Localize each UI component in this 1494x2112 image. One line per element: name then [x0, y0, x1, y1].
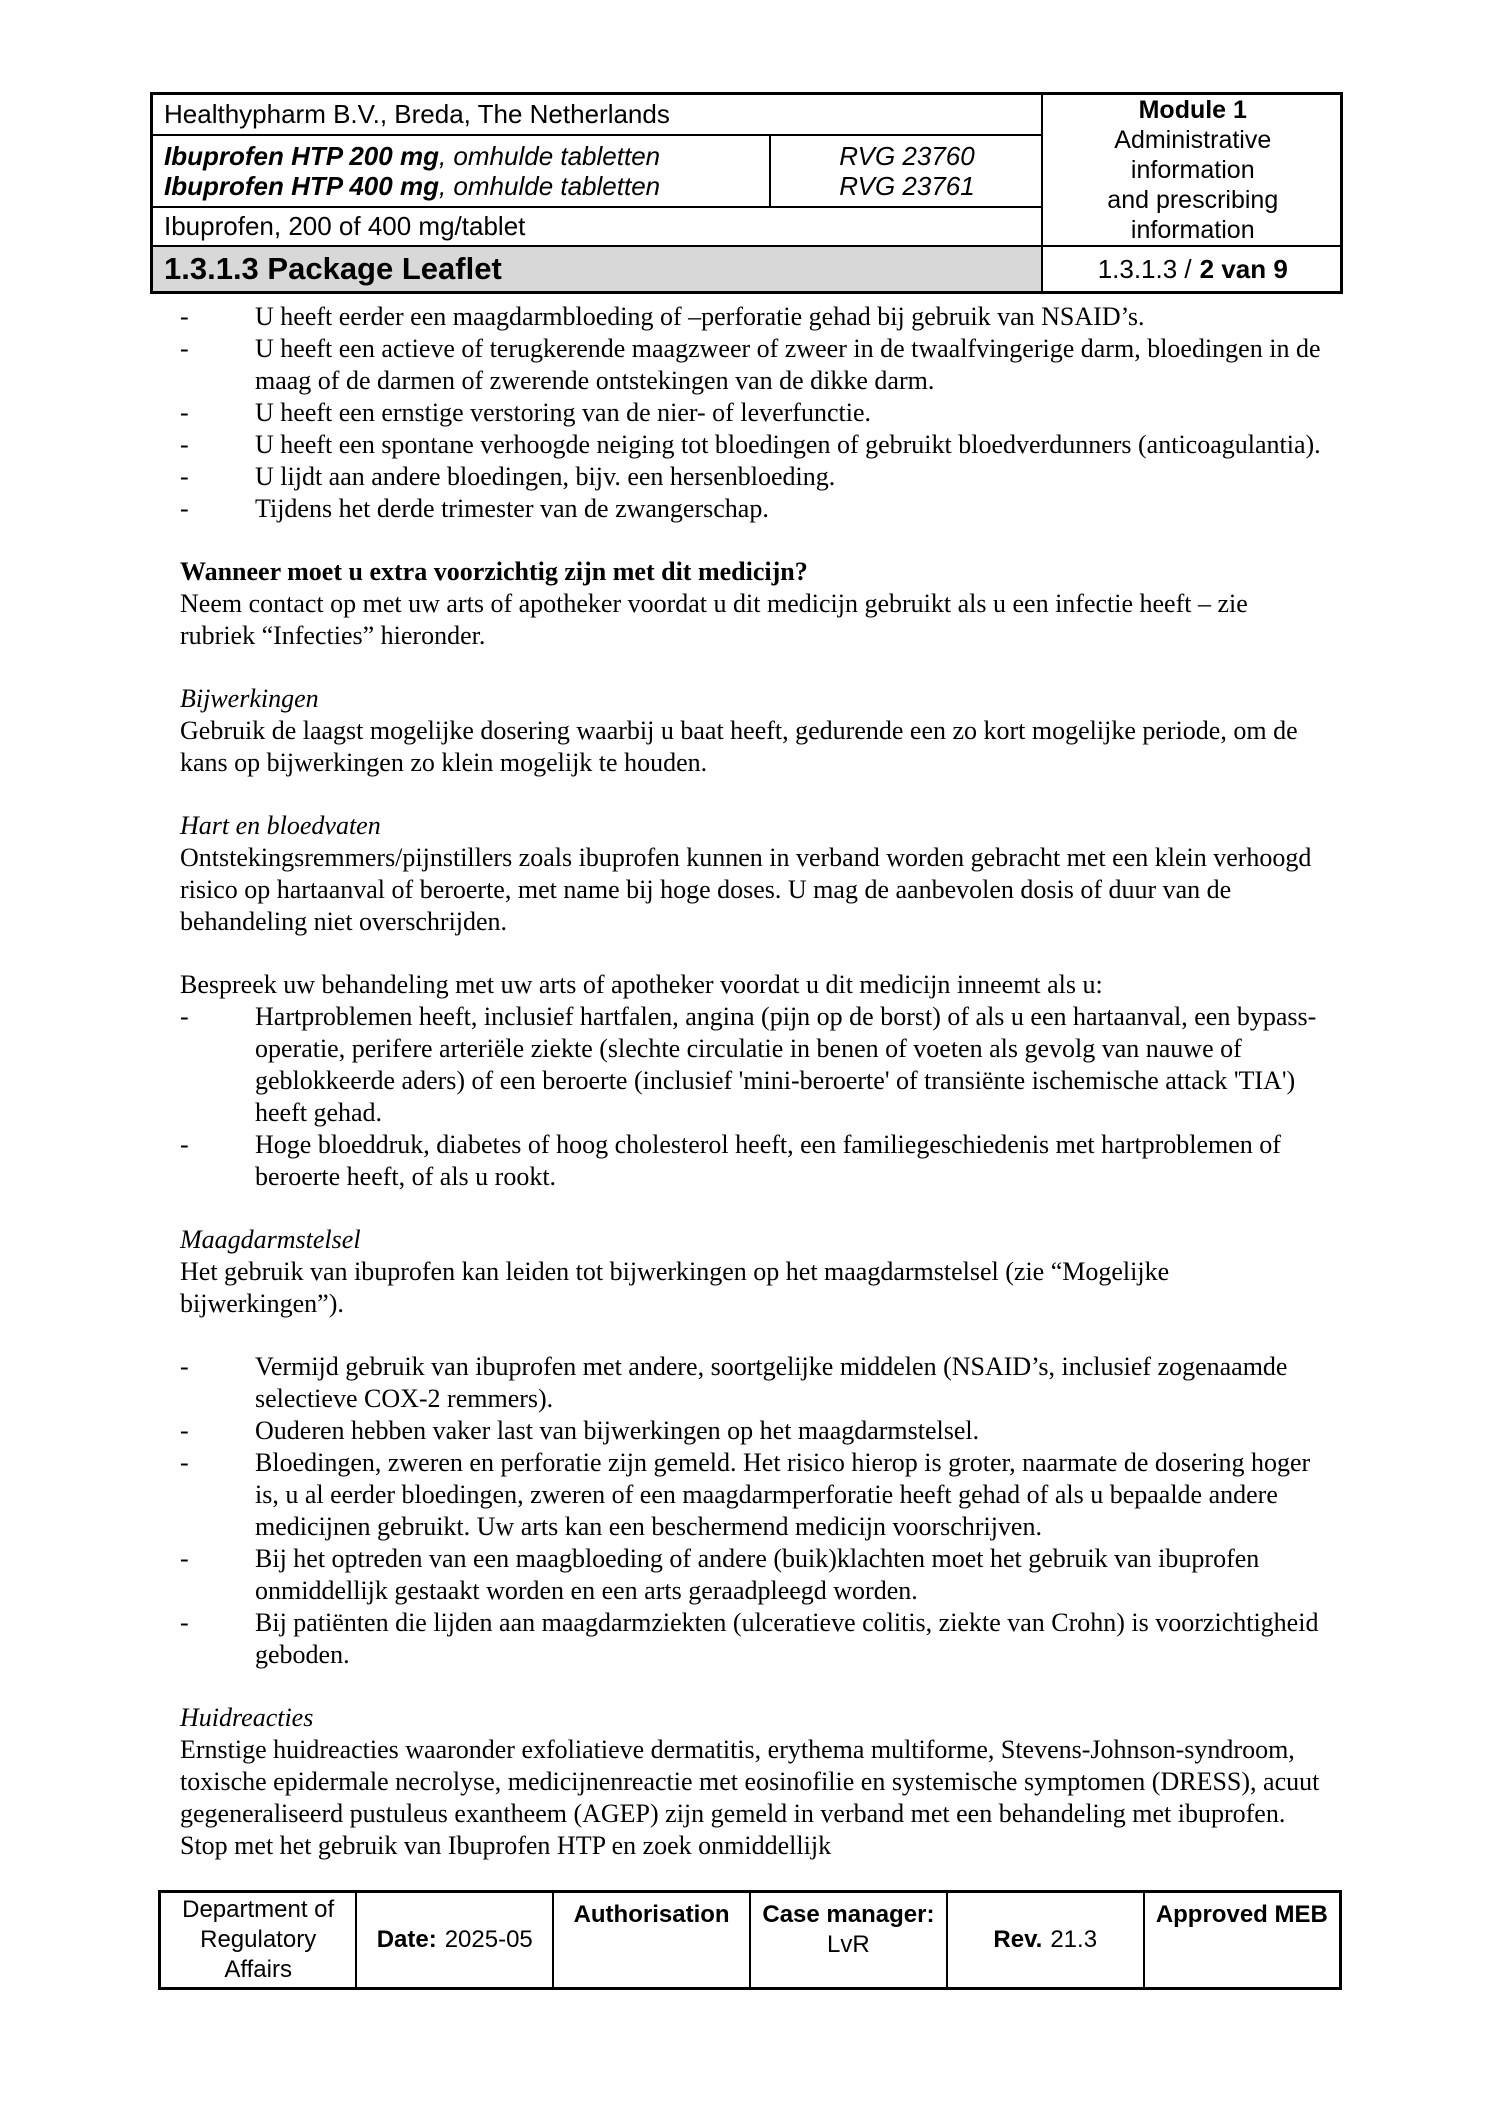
- section-title-cell: [152, 246, 1042, 293]
- list-item: [180, 333, 1322, 397]
- footer-department: Department of Regulatory Affairs: [182, 1896, 335, 1983]
- list-item-text: Tijdens het derde trimester van de zwangerschap.: [255, 494, 769, 523]
- bullet-dash: -: [180, 1416, 189, 1445]
- header-table: [150, 92, 1343, 294]
- subsection-heading-maagdarmstelsel: Maagdarmstelsel: [180, 1225, 361, 1254]
- bullet-dash: -: [180, 398, 189, 427]
- paragraph-warnings: Neem contact op met uw arts of apotheker voordat u dit medicijn gebruikt als u een infectie heeft – zie rubriek “Infecties” hieronder.: [180, 589, 1248, 650]
- module-info-cell: [1042, 94, 1342, 247]
- subsection-heading-bijwerkingen: Bijwerkingen: [180, 684, 319, 713]
- list-item-text: Vermijd gebruik van ibuprofen met andere, soortgelijke middelen (NSAID’s, inclusief zogenaamde selectieve COX-2 remmers).: [255, 1352, 1288, 1413]
- footer-case-manager-cell: [750, 1892, 947, 1989]
- list-item-text: Bloedingen, zweren en perforatie zijn gemeld. Het risico hierop is groter, naarmate de dosering hoger is, u al eerder bloedingen, zweren of een maagdarmperforatie heeft gehad of als u bepaalde andere medicijnen gebruikt. Uw arts kan een beschermend medicijn voorschrijven.: [255, 1448, 1311, 1541]
- footer-case-manager-label: Case manager:: [762, 1901, 935, 1928]
- page-ref-number: 2 van 9: [1199, 253, 1288, 284]
- list-item: [180, 493, 1322, 525]
- rvg-numbers-cell: [770, 135, 1042, 207]
- rvg-number-1: RVG 23760: [839, 141, 975, 172]
- paragraph-hart-intro: Bespreek uw behandeling met uw arts of apotheker voordat u dit medicijn inneemt als u:: [180, 970, 1103, 999]
- footer-department-cell: [160, 1892, 357, 1989]
- footer-date-cell: [356, 1892, 553, 1989]
- company-name: Healthypharm B.V., Breda, The Netherlands: [164, 98, 670, 129]
- list-item-text: Hoge bloeddruk, diabetes of hoog cholesterol heeft, een familiegeschiedenis met hartproblemen of beroerte heeft, of als u rookt.: [255, 1130, 1281, 1191]
- list-item: [180, 1415, 1322, 1447]
- bullet-dash: -: [180, 302, 189, 331]
- footer-authorisation-cell: [553, 1892, 750, 1989]
- list-item: [180, 1001, 1322, 1129]
- paragraph-maagdarmstelsel: Het gebruik van ibuprofen kan leiden tot bijwerkingen op het maagdarmstelsel (zie “Mogelijke bijwerkingen”).: [180, 1257, 1170, 1318]
- subsection-heading-hart: Hart en bloedvaten: [180, 811, 381, 840]
- heart-risk-list: [180, 1001, 1322, 1193]
- page-reference-cell: [1042, 246, 1342, 293]
- footer-case-manager-value: LvR: [827, 1931, 870, 1958]
- bullet-dash: -: [180, 430, 189, 459]
- list-item: [180, 1607, 1322, 1671]
- gi-warning-list: [180, 1351, 1322, 1671]
- list-item-text: Bij patiënten die lijden aan maagdarmziekten (ulceratieve colitis, ziekte van Crohn) is voorzichtigheid geboden.: [255, 1608, 1319, 1669]
- list-item: [180, 1447, 1322, 1543]
- footer-date-label: Date:: [376, 1926, 437, 1953]
- paragraph-huidreacties: Ernstige huidreacties waaronder exfoliatieve dermatitis, erythema multiforme, Stevens-Johnson-syndroom, toxische epidermale necrolyse, medicijnenreactie met eosinofilie en systemische symptomen (DRESS), acuut gegeneraliseerd pustuleus exantheem (AGEP) zijn gemeld in verband met een behandeling met ibuprofen. Stop met het gebruik van Ibuprofen HTP en zoek onmiddellijk: [180, 1735, 1320, 1860]
- list-item-text: U heeft een ernstige verstoring van de nier- of leverfunctie.: [255, 398, 871, 427]
- list-item-text: Ouderen hebben vaker last van bijwerkingen op het maagdarmstelsel.: [255, 1416, 980, 1445]
- product-1-name: Ibuprofen HTP 200 mg: [164, 141, 439, 172]
- footer-revision-cell: [947, 1892, 1144, 1989]
- product-1-form: , omhulde tabletten: [438, 141, 661, 172]
- product-line-1: [164, 141, 761, 171]
- list-item-text: U heeft een actieve of terugkerende maagzweer of zweer in de twaalfvingerige darm, bloedingen in de maag of de darmen of zwerende ontstekingen van de dikke darm.: [255, 334, 1321, 395]
- list-item: [180, 461, 1322, 493]
- module-title: Module 1: [1138, 96, 1247, 124]
- bullet-dash: -: [180, 1352, 189, 1381]
- paragraph-hart: Ontstekingsremmers/pijnstillers zoals ibuprofen kunnen in verband worden gebracht met een klein verhoogd risico op hartaanval of beroerte, met name bij hoge doses. U mag de aanbevolen dosis of duur van de behandeling niet overschrijden.: [180, 843, 1312, 936]
- list-item: [180, 429, 1322, 461]
- leaflet-body: [180, 301, 1322, 1862]
- footer-approved-cell: [1144, 1892, 1341, 1989]
- list-item-text: U heeft eerder een maagdarmbloeding of –perforatie gehad bij gebruik van NSAID’s.: [255, 302, 1145, 331]
- module-subtitle-line1: Administrative information: [1114, 126, 1272, 184]
- footer-rev-label: Rev.: [993, 1926, 1043, 1953]
- product-2-form: , omhulde tabletten: [438, 171, 661, 202]
- footer-rev-value: 21.3: [1050, 1926, 1098, 1953]
- list-item-text: U lijdt aan andere bloedingen, bijv. een hersenbloeding.: [255, 462, 836, 491]
- subsection-heading-huidreacties: Huidreacties: [180, 1703, 314, 1732]
- list-item: [180, 1351, 1322, 1415]
- section-heading-warnings: Wanneer moet u extra voorzichtig zijn met dit medicijn?: [180, 557, 808, 586]
- company-cell: [152, 94, 1042, 135]
- list-item: [180, 1129, 1322, 1193]
- list-item: [180, 397, 1322, 429]
- bullet-dash: -: [180, 1130, 189, 1159]
- list-item: [180, 301, 1322, 333]
- substance-strength: Ibuprofen, 200 of 400 mg/tablet: [164, 211, 526, 242]
- footer-approved: Approved MEB: [1155, 1901, 1328, 1928]
- footer-table: [158, 1890, 1342, 1990]
- product-2-name: Ibuprofen HTP 400 mg: [164, 171, 439, 202]
- product-names-cell: [152, 135, 770, 207]
- footer-authorisation: Authorisation: [573, 1901, 730, 1928]
- list-item-text: Bij het optreden van een maagbloeding of andere (buik)klachten moet het gebruik van ibuprofen onmiddellijk gestaakt worden en een arts geraadpleegd worden.: [255, 1544, 1260, 1605]
- bullet-dash: -: [180, 1544, 189, 1573]
- bullet-dash: -: [180, 494, 189, 523]
- list-item-text: U heeft een spontane verhoogde neiging tot bloedingen of gebruikt bloedverdunners (anticoagulantia).: [255, 430, 1321, 459]
- footer-date-value: 2025-05: [444, 1926, 533, 1953]
- section-title: 1.3.1.3 Package Leaflet: [164, 251, 502, 286]
- contraindication-list: [180, 301, 1322, 525]
- bullet-dash: -: [180, 334, 189, 363]
- page-ref-prefix: 1.3.1.3 /: [1097, 253, 1192, 284]
- product-line-2: [164, 171, 761, 201]
- bullet-dash: -: [180, 1448, 189, 1477]
- module-subtitle-line2: and prescribing information: [1107, 186, 1279, 244]
- list-item: [180, 1543, 1322, 1607]
- bullet-dash: -: [180, 1608, 189, 1637]
- list-item-text: Hartproblemen heeft, inclusief hartfalen, angina (pijn op de borst) of als u een hartaanval, een bypass-operatie, perifere arteriële ziekte (slechte circulatie in benen of voeten als gevolg van nauwe of geblokkeerde aders) of een beroerte (inclusief 'mini-beroerte' of transiënte ischemische attack 'TIA') heeft gehad.: [255, 1002, 1317, 1127]
- bullet-dash: -: [180, 462, 189, 491]
- substance-cell: [152, 207, 1042, 246]
- rvg-number-2: RVG 23761: [839, 171, 975, 202]
- paragraph-bijwerkingen: Gebruik de laagst mogelijke dosering waarbij u baat heeft, gedurende een zo kort mogelijke periode, om de kans op bijwerkingen zo klein mogelijk te houden.: [180, 716, 1298, 777]
- bullet-dash: -: [180, 1002, 189, 1031]
